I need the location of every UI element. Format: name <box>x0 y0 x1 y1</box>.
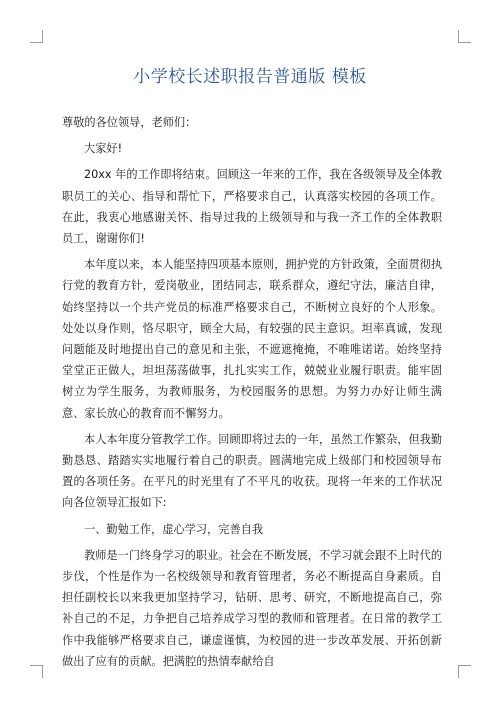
crop-mark-bottom-right <box>458 665 471 678</box>
salutation: 尊敬的各位领导，老师们： <box>62 116 197 129</box>
crop-mark-bottom-left <box>30 665 43 678</box>
greeting: 大家好! <box>84 142 123 156</box>
paragraph-conduct: 本年度以来，本人能坚持四项基本原则，拥护党的方针政策，全面贯彻执行党的教育方针，爱岗敬业，团结同志，联系群众，遵纪守法，廉洁自律，始终坚持以一个共产党员的标准严格要求自己，不断树立良好的个人形象。处处以身作则，恪尽职守，顾全大局，有较强的民主意识。坦率真诚，发现问题能及时地提出自己的意见和主张，不遮遮掩掩，不唯唯诺诺。始终坚持堂堂正正做人，坦坦荡荡做事，扎扎实实工作，兢兢业业履行职责。能牢固树立为学生服务，为教师服务，为校园服务的思想。为努力办好让师生满意、家长放心的教育而不懈努力。 <box>62 258 443 420</box>
paragraph-teaching: 本人本年度分管教学工作。回顾即将过去的一年，虽然工作繁杂，但我勤勤恳恳、踏踏实实地履行着自己的职责。圆满地完成上级部门和校园领导布置的各项任务。在平凡的时光里有了不平凡的收获。现将一年来的工作状况向各位领导汇报如下: <box>62 432 443 510</box>
paragraph-learning: 教师是一门终身学习的职业。社会在不断发展，不学习就会跟不上时代的步伐，个性是作为一名校级领导和教育管理者，务必不断提高自身素质。自担任副校长以来我更加坚持学习，钻研、思考、研究，不断地提高自己，弥补自己的不足，力争把自己培养成学习型的教师和管理者。在日常的教学工作中我能够严格要求自己，谦虚谨慎，为校园的进一步改革发展、开拓创新做出了应有的贡献。把满腔的热情奉献给自 <box>62 548 443 668</box>
section-heading: 一、勤勉工作，虚心学习，完善自我 <box>84 522 264 536</box>
document-title: 小学校长述职报告普通版 模板 <box>133 67 367 87</box>
document-body <box>62 112 442 677</box>
crop-mark-top-right <box>458 30 471 43</box>
paragraph-intro: 20xx 年的工作即将结束。回顾这一年来的工作，我在各级领导及全体教职员工的关心、指导和帮忙下，严格要求自己，认真落实校园的各项工作。在此，我衷心地感谢关怀、指导过我的上级领导和与我一齐工作的全体教职员工，谢谢你们! <box>62 168 442 246</box>
crop-mark-top-left <box>30 30 43 43</box>
